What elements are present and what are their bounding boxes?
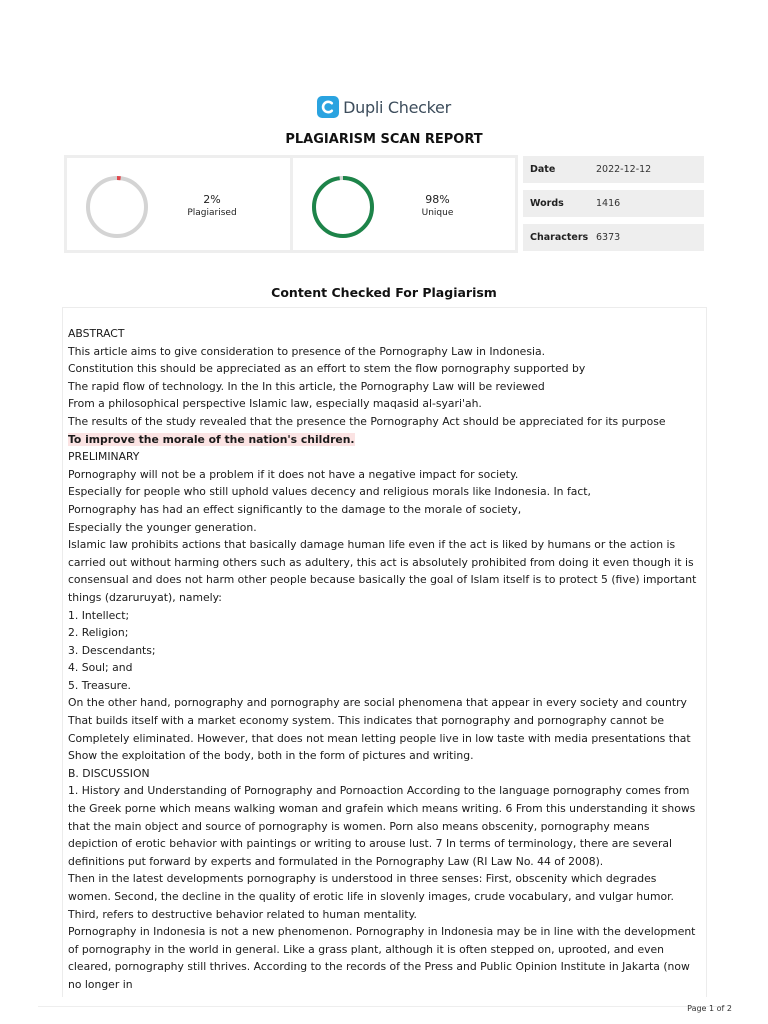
meta-row-words <box>523 190 704 217</box>
meta-value: 6373 <box>596 232 621 243</box>
checked-content-box <box>62 307 707 997</box>
content-paragraph: Islamic law prohibits actions that basically damage human life even if the act is liked by humans or the action is carried out without harming others such as adultery, this act is absolutely prohibited from doing it even though it is consensual and does not harm other people because basically the goal of Islam itself is to protect 5 (five) important things (dzaruruyat), namely: <box>68 538 697 604</box>
plagiarised-highlight: To improve the morale of the nation's children. <box>68 432 355 446</box>
content-paragraph: Especially for people who still uphold values decency and religious morals like Indonesia. In fact, <box>68 485 591 499</box>
content-paragraph: The rapid flow of technology. In the In this article, the Pornography Law will be reviewed <box>68 379 545 393</box>
checked-content <box>68 325 700 994</box>
content-paragraph: PRELIMINARY <box>68 450 140 464</box>
content-paragraph: 3. Descendants; <box>68 643 156 657</box>
content-paragraph: From a philosophical perspective Islamic law, especially maqasid al-syari'ah. <box>68 397 482 411</box>
content-paragraph <box>68 431 700 449</box>
report-meta-table <box>523 156 704 258</box>
meta-value: 1416 <box>596 198 621 209</box>
content-paragraph: This article aims to give consideration to presence of the Pornography Law in Indonesia. <box>68 344 545 358</box>
unique-stat <box>290 158 516 250</box>
content-paragraph: 2. Religion; <box>68 626 129 640</box>
content-paragraph: B. DISCUSSION <box>68 766 150 780</box>
content-paragraph: Constitution this should be appreciated as an effort to stem the flow pornography supported by <box>68 362 586 376</box>
brand-logo <box>0 96 768 118</box>
report-title: PLAGIARISM SCAN REPORT <box>285 132 483 147</box>
content-paragraph: 1. History and Understanding of Pornography and Pornoaction According to the language pornography comes from the Greek porne which means walking woman and grafein which means writing. 6 From this understanding it shows that the main object and source of pornography is women. Porn also means obscenity, pornography means depiction of erotic behavior with paintings or writing to arouse lust. 7 In terms of terminology, there are several definitions put forward by experts and formulated in the Pornography Law (RI Law No. 44 of 2008). <box>68 784 696 868</box>
meta-value: 2022-12-12 <box>596 164 652 175</box>
content-paragraph: On the other hand, pornography and pornography are social phenomena that appear in every society and country That builds itself with a market economy system. This indicates that pornography and pornography cannot be Completely eliminated. However, that does not mean letting people live in low taste with media presentations that Show the exploitation of the body, both in the form of pictures and writing. <box>68 696 691 763</box>
duplichecker-logo-icon <box>317 96 339 118</box>
plagiarised-percent: 2% <box>203 193 221 206</box>
content-paragraph: Pornography in Indonesia is not a new phenomenon. Pornography in Indonesia may be in line with the development of pornography in the world in general. Like a grass plant, although it is often stepped on, uprooted, and even cleared, pornography still thrives. According to the records of the Press and Public Opinion Institute in Jakarta (now no longer in <box>68 925 696 991</box>
meta-row-date <box>523 156 704 183</box>
content-paragraph: 1. Intellect; <box>68 608 130 622</box>
content-paragraph: Especially the younger generation. <box>68 520 257 534</box>
content-paragraph: Pornography has had an effect significantly to the damage to the morale of society, <box>68 502 522 516</box>
footer-divider <box>38 1006 730 1007</box>
content-paragraph: 4. Soul; and <box>68 661 133 675</box>
unique-label: Unique <box>421 208 454 218</box>
unique-ring <box>311 175 375 239</box>
content-paragraph: Pornography will not be a problem if it does not have a negative impact for society. <box>68 467 519 481</box>
content-paragraph: Then in the latest developments pornography is understood in three senses: First, obscenity which degrades women. Second, the decline in the quality of erotic life in slovenly images, crude vocabulary, and vulgar humor. Third, refers to destructive behavior related to human mentality. <box>68 872 674 921</box>
plagiarised-stat <box>67 158 290 250</box>
content-paragraph: The results of the study revealed that the presence the Pornography Act should be appreciated for its purpose <box>68 414 666 428</box>
brand-name: Dupli Checker <box>343 97 451 117</box>
meta-key: Date <box>530 164 556 175</box>
score-panel <box>64 155 518 253</box>
meta-key: Words <box>530 198 564 209</box>
plagiarised-ring <box>85 175 149 239</box>
content-paragraph: ABSTRACT <box>68 327 125 340</box>
content-paragraph: 5. Treasure. <box>68 678 131 692</box>
content-section-title: Content Checked For Plagiarism <box>271 285 497 300</box>
meta-row-characters <box>523 224 704 251</box>
plagiarised-label: Plagiarised <box>187 208 237 218</box>
meta-key: Characters <box>530 232 589 243</box>
page-number: Page 1 of 2 <box>687 1004 732 1013</box>
unique-percent: 98% <box>425 193 450 206</box>
